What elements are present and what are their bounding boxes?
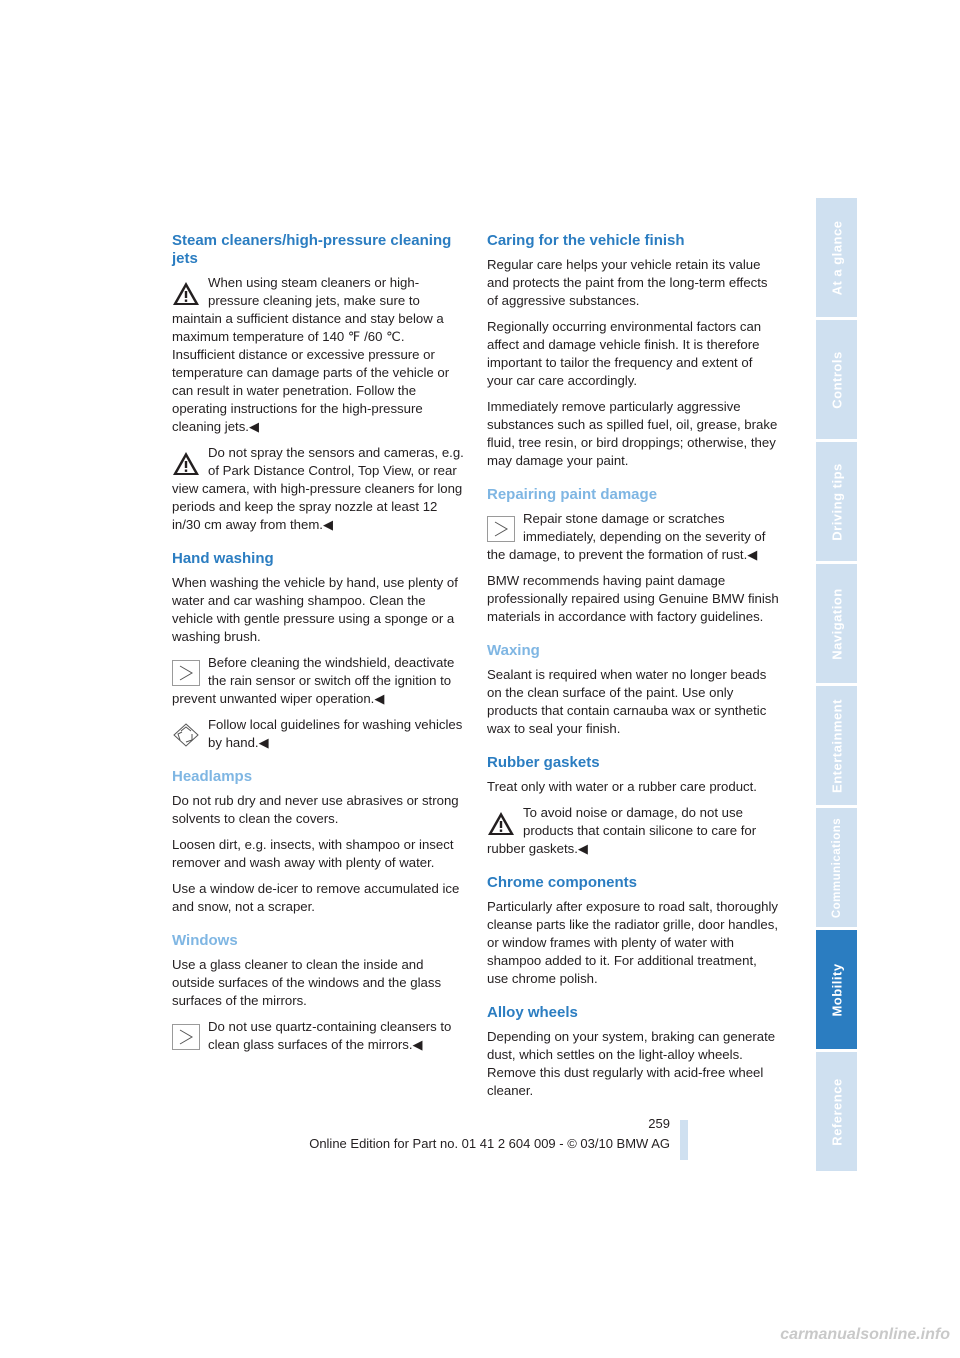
tab-reference[interactable]: Reference: [816, 1052, 857, 1171]
section-rubber-gaskets: [487, 754, 780, 858]
note-environment: Follow local guidelines for washing vehicles by hand.◀: [172, 716, 465, 752]
paragraph: Immediately remove particularly aggressive substances such as spilled fuel, oil, grease, brake fluid, tree resin, or bird droppings; otherwise, they may damage your paint.: [487, 399, 778, 468]
heading-chrome: Chrome components: [487, 874, 638, 891]
note-arrow-icon: [487, 516, 515, 542]
section-headlamps: [172, 768, 465, 916]
paragraph: Use a glass cleaner to clean the inside and outside surfaces of the windows and the glass surfaces of the mirrors.: [172, 957, 442, 1008]
section-hand-washing: [172, 550, 465, 752]
left-column: [172, 228, 465, 1070]
heading-windows: Windows: [172, 932, 238, 949]
warning-triangle-icon: [172, 450, 200, 476]
tab-at-a-glance[interactable]: At a glance: [816, 198, 857, 317]
paragraph: When washing the vehicle by hand, use plenty of water and car washing shampoo. Clean the vehicle with gentle pressure using a sponge or a washing brush.: [172, 575, 458, 644]
heading-vehicle-finish: Caring for the vehicle finish: [487, 232, 685, 249]
page-marker-bar: [680, 1120, 688, 1160]
page-number: 259: [648, 1116, 670, 1131]
paragraph: BMW recommends having paint damage professionally repaired using Genuine BMW finish materials in accordance with factory guidelines.: [487, 573, 779, 624]
note-quartz: Do not use quartz-containing cleansers to clean glass surfaces of the mirrors.◀: [172, 1018, 465, 1054]
paragraph: Treat only with water or a rubber care product.: [487, 779, 757, 794]
warning-triangle-icon: [172, 280, 200, 306]
note-windshield: Before cleaning the windshield, deactivate the rain sensor or switch off the ignition to prevent unwanted wiper operation.◀: [172, 655, 455, 706]
heading-headlamps: Headlamps: [172, 768, 253, 785]
paragraph: Particularly after exposure to road salt, thoroughly cleanse parts like the radiator grille, door handles, or window frames with plenty of water with shampoo added to it. For additional treatment, use chrome polish.: [487, 899, 779, 986]
section-chrome: [487, 874, 780, 988]
section-vehicle-finish: [487, 232, 780, 470]
warning-silicone: To avoid noise or damage, do not use products that contain silicone to care for rubber gaskets.◀: [487, 805, 757, 856]
heading-steam-cleaners: Steam cleaners/high-pressure cleaning jets: [172, 232, 452, 267]
tab-controls[interactable]: Controls: [816, 320, 857, 439]
tab-mobility[interactable]: Mobility: [816, 930, 857, 1049]
recycle-icon: [172, 722, 200, 748]
heading-rubber-gaskets: Rubber gaskets: [487, 754, 600, 771]
section-waxing: [487, 642, 780, 738]
tab-navigation[interactable]: Navigation: [816, 564, 857, 683]
footer-edition: Online Edition for Part no. 01 41 2 604 009 - © 03/10 BMW AG: [309, 1136, 670, 1151]
warning-steam: When using steam cleaners or high-pressure cleaning jets, make sure to maintain a sufficient distance and stay below a maximum temperature of 140 ℉ /60 ℃. Insufficient distance or excessive pressure or temperature can damage parts of the vehicle or can result in water penetration. Follow the operating instructions for the high-pressure cleaning jets.◀: [172, 275, 450, 434]
note-arrow-icon: [172, 660, 200, 686]
paragraph: Use a window de-icer to remove accumulated ice and snow, not a scraper.: [172, 881, 460, 914]
paragraph: Regular care helps your vehicle retain its value and protects the paint from the long-term effects of aggressive substances.: [487, 257, 768, 308]
heading-waxing: Waxing: [487, 642, 540, 659]
tab-driving-tips[interactable]: Driving tips: [816, 442, 857, 561]
heading-alloy-wheels: Alloy wheels: [487, 1004, 578, 1021]
paragraph: Sealant is required when water no longer beads on the clean surface of the paint. Use only products that contain carnauba wax or synthetic wax to seal your finish.: [487, 667, 767, 736]
tab-communications[interactable]: Communications: [816, 808, 857, 927]
warning-triangle-icon: [487, 810, 515, 836]
note-stone-damage: Repair stone damage or scratches immediately, depending on the severity of the damage, to prevent the formation of rust.◀: [487, 511, 766, 562]
section-steam-cleaners: [172, 232, 465, 534]
section-paint-damage: [487, 486, 780, 626]
warning-sensors: Do not spray the sensors and cameras, e.g. of Park Distance Control, Top View, or rear view camera, with high-pressure cleaners for long periods and keep the spray nozzle at least 12 in/30 cm away from them.◀: [172, 445, 464, 532]
note-arrow-icon: [172, 1024, 200, 1050]
right-column: [487, 228, 780, 1116]
watermark: carmanualsonline.info: [780, 1326, 950, 1343]
paragraph: Depending on your system, braking can generate dust, which settles on the light-alloy wheels. Remove this dust regularly with acid-free wheel cleaner.: [487, 1029, 776, 1098]
chapter-tabs: [816, 198, 857, 1174]
paragraph: Regionally occurring environmental factors can affect and damage vehicle finish. It is therefore important to tailor the frequency and extent of your car care accordingly.: [487, 319, 762, 388]
section-alloy-wheels: [487, 1004, 780, 1100]
paragraph: Do not rub dry and never use abrasives or strong solvents to clean the covers.: [172, 793, 459, 826]
heading-hand-washing: Hand washing: [172, 550, 274, 567]
heading-paint-damage: Repairing paint damage: [487, 486, 658, 503]
section-windows: [172, 932, 465, 1054]
paragraph: Loosen dirt, e.g. insects, with shampoo or insect remover and wash away with plenty of water.: [172, 837, 454, 870]
tab-entertainment[interactable]: Entertainment: [816, 686, 857, 805]
